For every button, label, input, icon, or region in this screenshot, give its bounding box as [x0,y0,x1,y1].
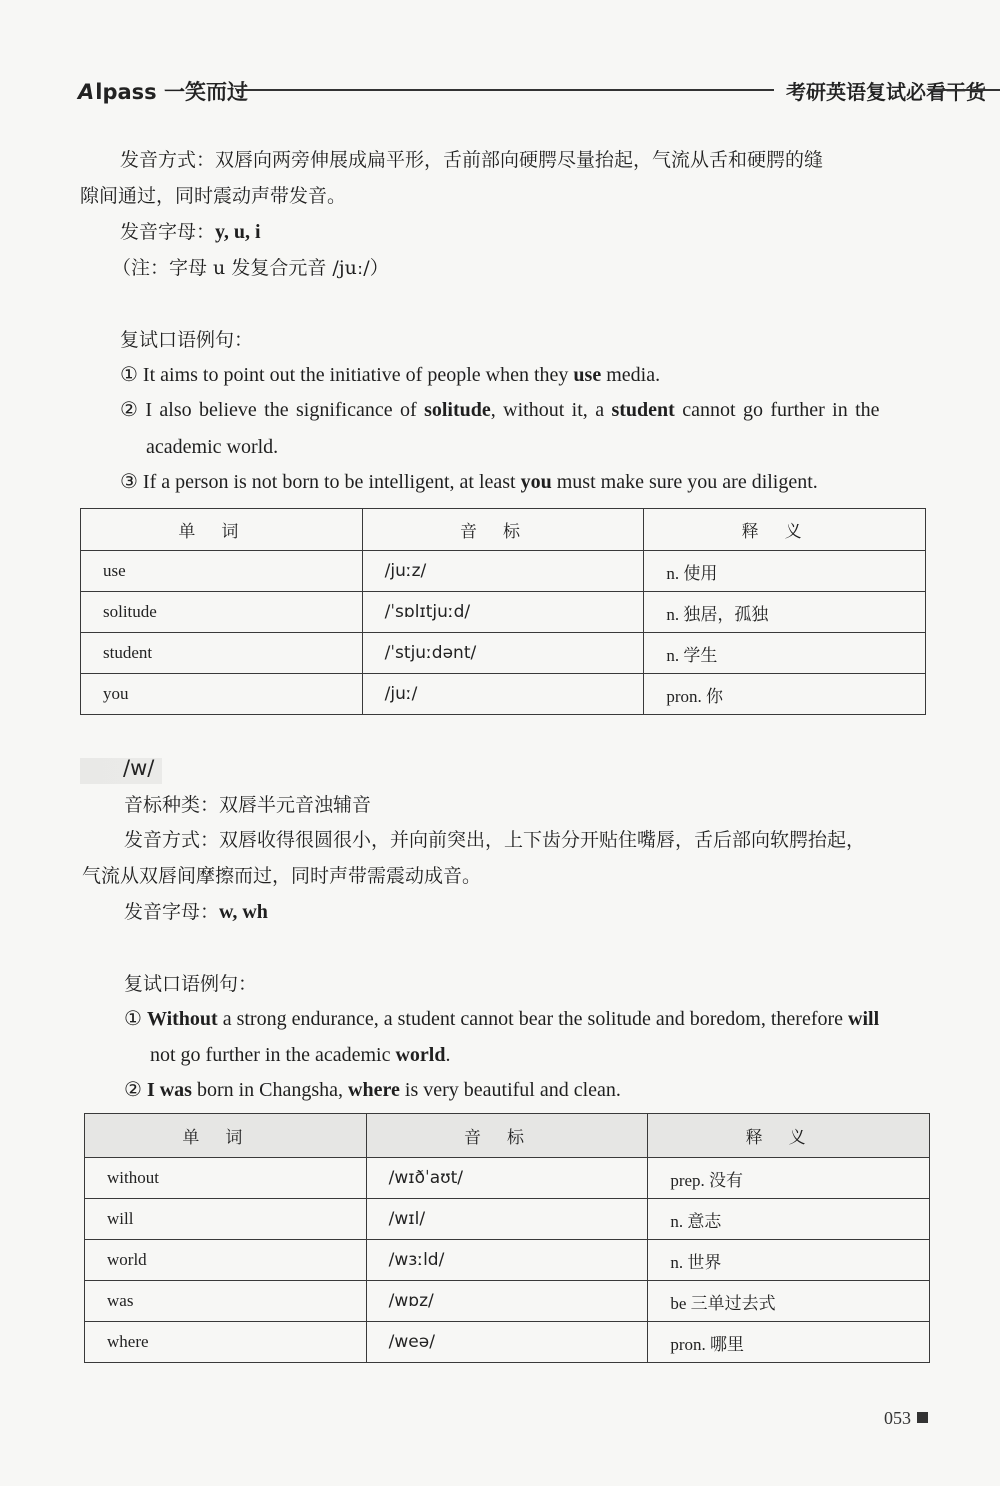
meaning-cell: pron. 你 [644,674,926,715]
example-2 [124,1076,621,1104]
col-header-phonetic: 音标 [366,1114,648,1158]
col-header-word: 单词 [81,509,363,551]
col-header-meaning: 释义 [644,509,926,551]
vocab-table-1 [80,508,926,715]
keyword: solitude [424,399,491,421]
example-text: ③ If a person is not born to be intelligent, at least [120,471,521,493]
phonetic-cell: /juː/ [362,674,644,715]
page-header [78,72,1000,108]
example-text: ② I also believe the significance of [120,399,425,421]
col-header-word: 单词 [85,1114,367,1158]
example-text: , without it, a [490,399,612,421]
phonetic-cell: /weə/ [366,1322,648,1363]
example-1 [120,361,660,389]
word-cell: student [81,633,363,674]
method-line-2: 气流从双唇间摩擦而过，同时声带需震动成音。 [82,865,482,887]
phonetic-cell: /ˈsɒlɪtjuːd/ [362,592,644,633]
table-row [85,1158,930,1199]
letters-label: 发音字母： [120,221,216,243]
word-cell: world [85,1240,367,1281]
table-row [81,674,926,715]
brand-text: lpass 一笑而过 [95,80,248,104]
meaning-cell: be 三单过去式 [648,1281,930,1322]
vocab-table-2 [84,1113,930,1363]
brand-logo: A [78,80,95,104]
examples-heading: 复试口语例句： [120,329,254,351]
example-text: ① It aims to point out the initiative of people when they [120,364,574,386]
table-row [81,551,926,592]
phonetic-cell: /wɪl/ [366,1199,648,1240]
type-line: 音标种类：双唇半元音浊辅音 [124,794,372,816]
meaning-cell: n. 意志 [648,1199,930,1240]
example-text: ① [124,1008,147,1030]
word-cell: where [85,1322,367,1363]
letters-line [120,218,261,246]
word-cell: will [85,1199,367,1240]
word-cell: solitude [81,592,363,633]
example-1 [124,1005,879,1033]
meaning-cell: n. 独居，孤独 [644,592,926,633]
table-row [81,592,926,633]
table-row [85,1199,930,1240]
example-text: is very beautiful and clean. [399,1079,621,1101]
table-row [85,1322,930,1363]
keyword: student [611,399,675,421]
keyword: where [348,1079,400,1101]
example-1-cont [150,1041,450,1069]
word-cell: use [81,551,363,592]
table-row [85,1240,930,1281]
word-cell: was [85,1281,367,1322]
letters-label: 发音字母： [124,901,220,923]
keyword: will [848,1008,880,1030]
header-rule [236,89,774,91]
meaning-cell: n. 世界 [648,1240,930,1281]
example-2-cont: academic world. [146,436,279,458]
phoneme-heading: /w/ [123,756,155,780]
phonetic-cell: /wɪðˈaʊt/ [366,1158,648,1199]
phonetic-cell: /ˈstjuːdənt/ [362,633,644,674]
example-text: cannot go further in the [674,399,880,421]
table-header-row [81,509,926,551]
table-row [85,1281,930,1322]
meaning-cell: pron. 哪里 [648,1322,930,1363]
keyword: I was [146,1079,192,1101]
note-line: （注：字母 u 发复合元音 /juː/） [112,257,389,279]
header-rule-right [928,89,1000,91]
page-number [884,1408,928,1429]
page-number-text: 053 [884,1408,911,1428]
meaning-cell: prep. 没有 [648,1158,930,1199]
keyword: you [520,471,552,493]
col-header-phonetic: 音标 [362,509,644,551]
example-text: a strong endurance, a student cannot bear the solitude and boredom, therefore [217,1008,849,1030]
example-2 [120,396,880,424]
brand [78,76,248,106]
word-cell: without [85,1158,367,1199]
header-title: 考研英语复试必看干货 [786,80,986,104]
keyword: use [573,364,602,386]
table-header-row [85,1114,930,1158]
example-text: born in Changsha, [191,1079,349,1101]
example-text: media. [601,364,661,386]
phonetic-cell: /wɜːld/ [366,1240,648,1281]
method-line-1: 发音方式：双唇收得很圆很小，并向前突出，上下齿分开贴住嘴唇，舌后部向软腭抬起， [124,829,866,851]
method-line-1: 发音方式：双唇向两旁伸展成扁平形，舌前部向硬腭尽量抬起，气流从舌和硬腭的缝 [120,149,824,171]
keyword: Without [146,1008,218,1030]
keyword: world [395,1044,446,1066]
example-text: must make sure you are diligent. [551,471,818,493]
example-text: ② [124,1079,147,1101]
letters: w, wh [219,901,268,923]
method-line-2: 隙间通过，同时震动声带发音。 [80,185,347,207]
word-cell: you [81,674,363,715]
meaning-cell: n. 学生 [644,633,926,674]
col-header-meaning: 释义 [648,1114,930,1158]
phonetic-cell: /wɒz/ [366,1281,648,1322]
letters-line [124,898,268,926]
example-text: not go further in the academic [150,1044,396,1066]
square-icon [917,1412,928,1423]
examples-heading: 复试口语例句： [124,973,258,995]
example-text: . [445,1044,451,1066]
meaning-cell: n. 使用 [644,551,926,592]
letters: y, u, i [215,221,261,243]
example-3 [120,468,818,496]
table-row [81,633,926,674]
phonetic-cell: /juːz/ [362,551,644,592]
